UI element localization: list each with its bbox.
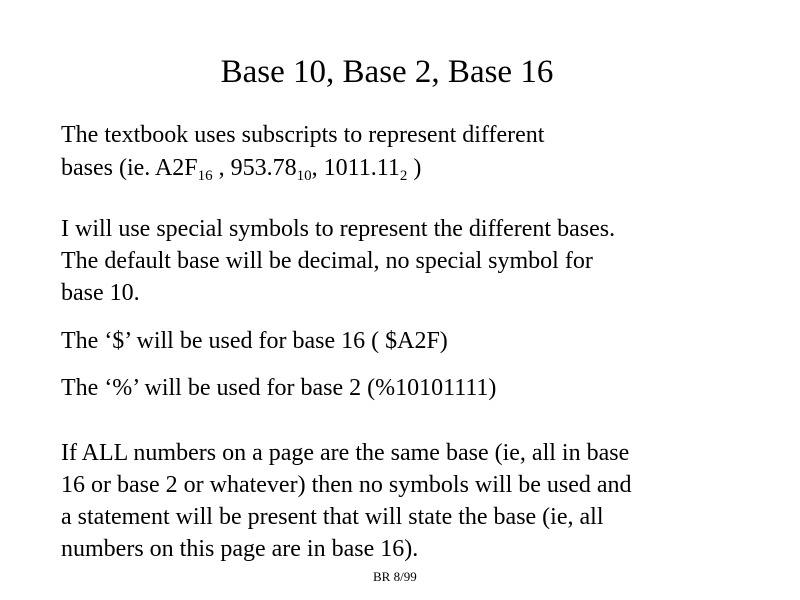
para4: The ‘%’ will be used for base 2 (%10101111)	[61, 375, 497, 401]
para1-line2	[61, 154, 421, 182]
text: bases (ie. A2F	[61, 155, 198, 181]
text: , 953.78	[212, 155, 297, 181]
para2-line: I will use special symbols to represent the different bases.	[61, 216, 616, 242]
text: )	[407, 155, 422, 181]
subscript: 2	[399, 168, 408, 184]
footer: BR 8/99	[373, 569, 417, 584]
para1-line1: The textbook uses subscripts to represent different	[61, 122, 545, 148]
para5-line: a statement will be present that will state the base (ie, all	[61, 504, 604, 530]
para2-line: The default base will be decimal, no special symbol for	[61, 248, 593, 274]
subscript: 16	[197, 168, 213, 184]
slide-title: Base 10, Base 2, Base 16	[220, 54, 554, 90]
para5-line: If ALL numbers on a page are the same base (ie, all in base	[61, 440, 630, 466]
text: , 1011.11	[311, 155, 400, 181]
para5-line: numbers on this page are in base 16).	[61, 536, 419, 562]
para2-line: base 10.	[61, 280, 140, 306]
subscript: 10	[296, 168, 312, 184]
para3: The ‘$’ will be used for base 16 ( $A2F)	[61, 328, 448, 354]
para5-line: 16 or base 2 or whatever) then no symbols will be used and	[61, 472, 632, 498]
